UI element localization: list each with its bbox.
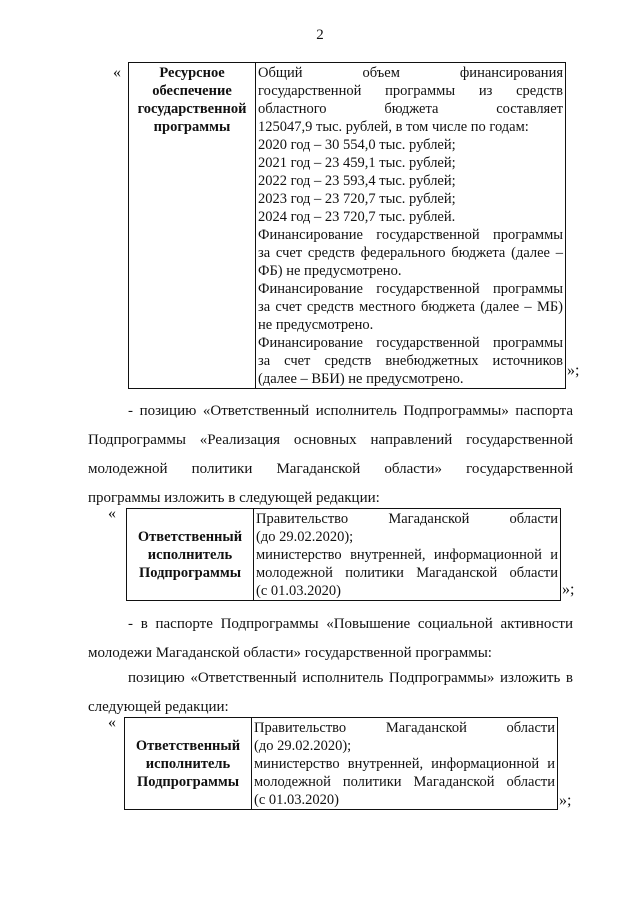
- content-line: не предусмотрено.: [258, 317, 374, 333]
- label-line: Подпрограммы: [136, 773, 240, 790]
- content-line: Правительство Магаданской области: [256, 511, 558, 527]
- content-line: (далее – ВБИ) не предусмотрено.: [258, 371, 464, 387]
- executor-content-cell: [252, 718, 558, 810]
- paragraph-line: молодежи Магаданской области» государственной программы:: [88, 645, 492, 661]
- content-line: (с 01.03.2020): [254, 792, 339, 808]
- content-line: молодежной политики Магаданской области: [254, 774, 555, 790]
- resource-table: [128, 62, 566, 389]
- paragraph-passport: [88, 610, 573, 668]
- label-line: обеспечение: [152, 83, 232, 99]
- content-line: государственной программы из средств: [258, 83, 563, 99]
- content-line: 2024 год – 23 720,7 тыс. рублей.: [258, 209, 456, 225]
- label-line: исполнитель: [145, 755, 231, 772]
- content-line: Финансирование государственной программы: [258, 281, 563, 297]
- page-number: 2: [316, 27, 324, 43]
- paragraph-responsible-executor: [88, 397, 573, 513]
- executor-table-2: [124, 717, 558, 810]
- content-line: 2023 год – 23 720,7 тыс. рублей;: [258, 191, 456, 207]
- content-line: Финансирование государственной программы: [258, 227, 563, 243]
- content-line: 2020 год – 30 554,0 тыс. рублей;: [258, 137, 456, 153]
- content-line: (с 01.03.2020): [256, 583, 341, 599]
- paragraph-position: [88, 664, 573, 722]
- paragraph-line: молодежной политики Магаданской области» государственной: [88, 461, 573, 477]
- label-line: Подпрограммы: [138, 564, 242, 581]
- content-line: 2022 год – 23 593,4 тыс. рублей;: [258, 173, 456, 189]
- paragraph-line: следующей редакции:: [88, 699, 229, 715]
- content-line: молодежной политики Магаданской области: [256, 565, 558, 581]
- label-line: Ресурсное: [159, 65, 225, 81]
- paragraph-line: - позицию «Ответственный исполнитель Подпрограммы» паспорта: [128, 403, 573, 419]
- executor-table-1: [126, 508, 561, 601]
- paragraph-line: позицию «Ответственный исполнитель Подпрограммы» изложить в: [128, 670, 573, 686]
- content-line: за счет средств федерального бюджета (далее –: [258, 245, 563, 261]
- close-quote: »;: [567, 362, 580, 379]
- label-line: государственной: [137, 101, 247, 117]
- content-line: за счет средств местного бюджета (далее – МБ): [258, 299, 563, 315]
- open-quote: «: [108, 714, 116, 731]
- label-line: программы: [153, 119, 231, 135]
- paragraph-line: программы изложить в следующей редакции:: [88, 490, 380, 506]
- content-line: за счет средств внебюджетных источников: [258, 353, 563, 369]
- content-line: Общий объем финансирования: [258, 65, 563, 81]
- label-line: Ответственный: [135, 737, 241, 754]
- content-line: министерство внутренней, информационной и: [254, 756, 555, 772]
- open-quote: «: [108, 505, 116, 522]
- content-line: Правительство Магаданской области: [254, 720, 555, 736]
- content-line: 125047,9 тыс. рублей, в том числе по годам:: [258, 119, 529, 135]
- content-line: областного бюджета составляет: [258, 101, 563, 117]
- open-quote: «: [113, 64, 121, 81]
- paragraph-line: - в паспорте Подпрограммы «Повышение социальной активности: [128, 616, 573, 632]
- resource-label-cell: [129, 63, 256, 389]
- executor-label-cell: [127, 509, 254, 601]
- resource-content-cell: [256, 63, 566, 389]
- close-quote: »;: [562, 581, 575, 598]
- label-line: Ответственный: [137, 528, 243, 545]
- content-line: ФБ) не предусмотрено.: [258, 263, 402, 279]
- close-quote: »;: [559, 792, 572, 809]
- content-line: министерство внутренней, информационной и: [256, 547, 558, 563]
- label-line: исполнитель: [147, 546, 233, 563]
- content-line: Финансирование государственной программы: [258, 335, 563, 351]
- paragraph-line: Подпрограммы «Реализация основных направлений государственной: [88, 432, 573, 448]
- content-line: (до 29.02.2020);: [254, 738, 352, 754]
- executor-content-cell: [254, 509, 561, 601]
- executor-label-cell: [125, 718, 252, 810]
- content-line: (до 29.02.2020);: [256, 529, 354, 545]
- content-line: 2021 год – 23 459,1 тыс. рублей;: [258, 155, 456, 171]
